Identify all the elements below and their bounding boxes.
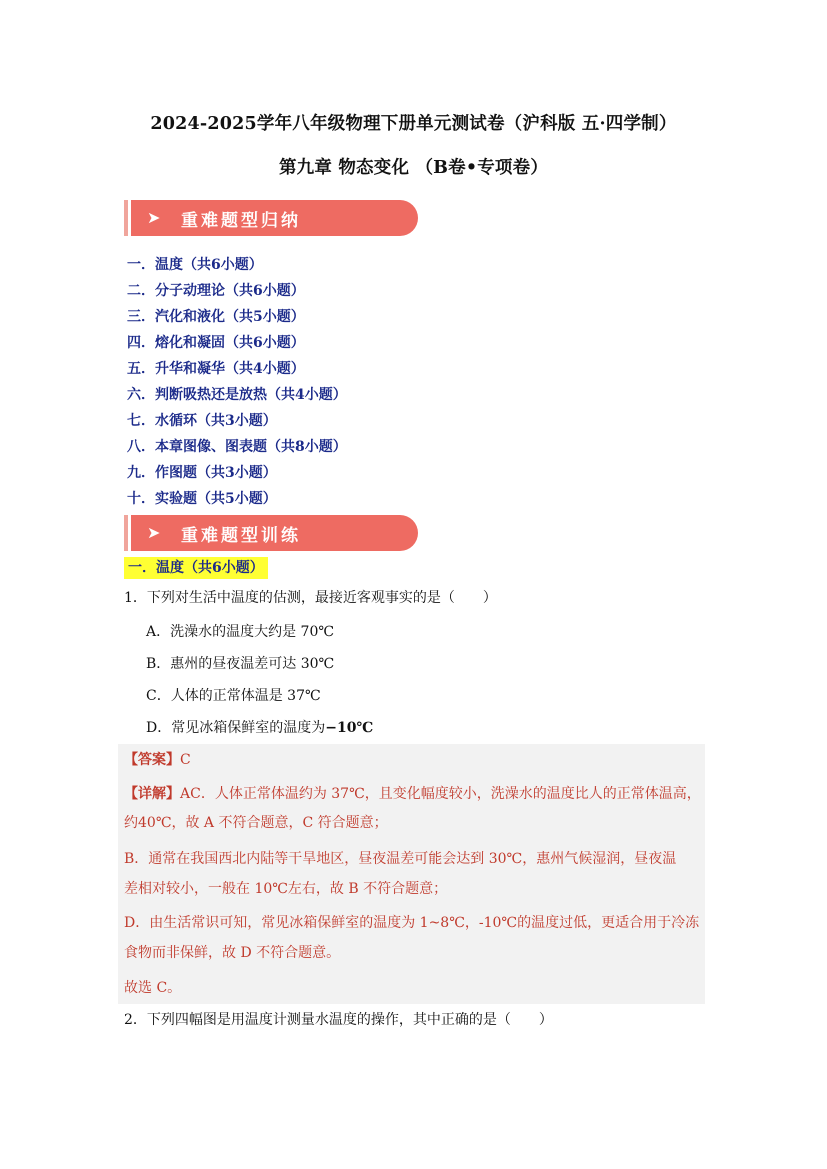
answer-panel [118, 744, 705, 1004]
document-title: 2024-2025学年八年级物理下册单元测试卷（沪科版 五·四学制） [150, 114, 677, 134]
topic-item[interactable]: 二．分子动理论（共6小题） [127, 283, 305, 299]
detail-line: 差相对较小，一般在 10℃左右，故 B 不符合题意； [124, 881, 448, 897]
detail-line: B．通常在我国西北内陆等干旱地区，昼夜温差可能会达到 30℃，惠州气候湿润，昼夜温 [124, 851, 677, 867]
detail-tag: 【详解】 [124, 786, 180, 802]
chevron-right-icon: ➤ [147, 208, 161, 227]
banner-pill [131, 200, 418, 236]
option-d [146, 718, 373, 738]
answer-line [124, 750, 704, 770]
answer-value: C [180, 752, 191, 768]
option-a: A．洗澡水的温度大约是 70℃ [146, 624, 335, 640]
topic-list [127, 255, 347, 515]
banner-label: 重难题型归纳 [181, 211, 301, 231]
detail-line [124, 784, 704, 804]
detail-line: 故选 C。 [124, 980, 182, 996]
topic-item[interactable]: 三．汽化和液化（共5小题） [127, 309, 305, 325]
question-1-stem: 1．下列对生活中温度的估测，最接近客观事实的是（ ） [124, 590, 497, 606]
topic-item[interactable]: 十．实验题（共5小题） [127, 491, 277, 507]
section-heading: 一．温度（共6小题） [124, 557, 268, 579]
topic-item[interactable]: 八．本章图像、图表题（共8小题） [127, 439, 347, 455]
topic-item[interactable]: 四．熔化和凝固（共6小题） [127, 335, 305, 351]
training-banner [124, 515, 418, 551]
option-d-text: D．常见冰箱保鲜室的温度为 [146, 720, 326, 736]
option-b: B．惠州的昼夜温差可达 30℃ [146, 656, 335, 672]
topic-item[interactable]: 五．升华和凝华（共4小题） [127, 361, 305, 377]
banner-label: 重难题型训练 [181, 526, 301, 546]
banner-accent-bar [124, 515, 128, 551]
topic-item[interactable]: 七．水循环（共3小题） [127, 413, 277, 429]
topic-item[interactable]: 九．作图题（共3小题） [127, 465, 277, 481]
topic-item[interactable]: 六．判断吸热还是放热（共4小题） [127, 387, 347, 403]
banner-pill [131, 515, 418, 551]
option-d-value: −10℃ [325, 720, 374, 736]
detail-line: D．由生活常识可知，常见冰箱保鲜室的温度为 1~8℃，-10℃的温度过低，更适合用于冷冻 [124, 915, 700, 931]
answer-tag: 【答案】 [124, 752, 180, 768]
summary-banner [124, 200, 418, 236]
topic-item[interactable]: 一．温度（共6小题） [127, 257, 263, 273]
option-c: C．人体的正常体温是 37℃ [146, 688, 321, 704]
banner-accent-bar [124, 200, 128, 236]
chevron-right-icon: ➤ [147, 523, 161, 542]
detail-text: AC．人体正常体温约为 37℃，且变化幅度较小，洗澡水的温度比人的正常体温高， [180, 786, 701, 802]
document-subtitle: 第九章 物态变化 （B卷•专项卷） [278, 158, 549, 178]
detail-line: 食物而非保鲜，故 D 不符合题意。 [124, 945, 341, 961]
detail-line: 约40℃，故 A 不符合题意，C 符合题意； [124, 815, 388, 831]
question-2-stem: 2．下列四幅图是用温度计测量水温度的操作，其中正确的是（ ） [124, 1012, 553, 1028]
